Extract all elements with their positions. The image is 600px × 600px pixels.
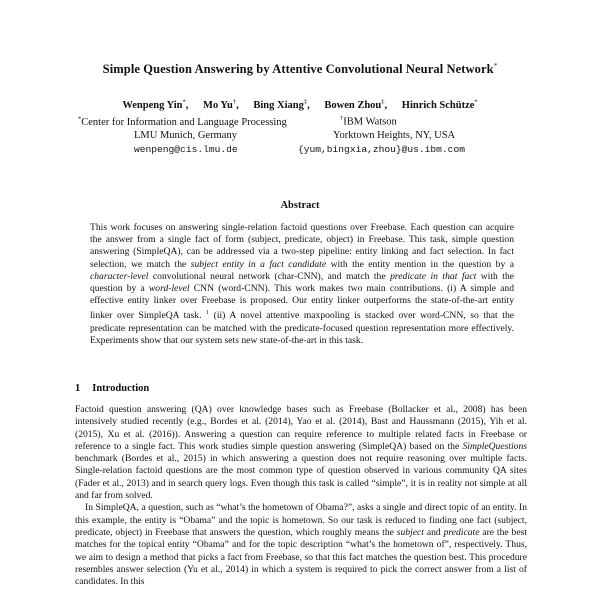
author-mark: ‡ (303, 98, 308, 105)
section-heading (75, 383, 149, 394)
paragraph (75, 404, 527, 502)
abstract-run: This work focuses on answering single-relation factoid questions over Freebase. Each question can acquire the answer from a single fact of form (subject, predicate, object) in Freebase. This task, simple question answering (SimpleQA), can be addressed via a two-step pipeline: entity linking and fact selection. In fact selection, we match the (90, 222, 514, 270)
affiliation-line (78, 117, 287, 128)
abstract-heading: Abstract (280, 200, 320, 211)
affiliation-ibm (298, 112, 538, 156)
text-emphasis: SimpleQuestions (462, 440, 527, 452)
affiliation-name: Center for Information and Language Processing (81, 116, 287, 128)
text-emphasis: subject (396, 526, 424, 538)
author-list (0, 98, 600, 111)
affiliation-email: wenpeng@cis.lmu.de (134, 143, 238, 155)
affiliation-email: {yum,bingxia,zhou}@us.ibm.com (298, 143, 465, 155)
author-name: Hinrich Schütze (401, 99, 475, 111)
abstract-text (90, 222, 514, 347)
author-mark: † (232, 98, 237, 105)
paper-title (0, 62, 600, 77)
abstract-run: with the question by a (90, 270, 515, 295)
section-title: Introduction (92, 383, 150, 394)
paper-title-text: Simple Question Answering by Attentive Convolutional Neural Network (102, 62, 494, 77)
author-name: Bing Xiang (253, 99, 304, 111)
author: Bing Xiang‡, (253, 98, 310, 111)
affiliation-location: Yorktown Heights, NY, USA (333, 130, 456, 141)
abstract-run: with the entity mention in the question by a (326, 258, 514, 270)
text-run: Factoid question answering (QA) over knowledge bases such as Freebase (Bollacker et al., 2008) has been intensively studied recently (e.g., Bordes et al. (2014), Yao et al. (2014), Bast and Haussmann (2015), Yih et al. (2015), Xu et al. (2016)). Answering a question can require reference to multiple related facts in Freebase or reference to a single fact. This work studies simple question answering (SimpleQA) based on the (75, 404, 527, 452)
abstract-emphasis: subject entity in a fact candidate (190, 258, 327, 270)
affiliation-line (298, 112, 538, 129)
author-name: Wenpeng Yin (122, 99, 183, 111)
abstract-run: (ii) A novel attentive maxpooling is stacked over word-CNN, so that the predicate representation can be matched with the predicate-focused question representation more effectively. Experiments show that our system sets new state-of-the-art in this task. (90, 310, 515, 347)
text-run: benchmark (Bordes et al., 2015) in which answering a question does not require reasoning over multiple facts. Single-relation factoid questions are the most common type of question observed in various community QA sites (Fader et al., 2013) and in search query logs. Even though this task is called “simple”, it is in reality not simple at all and far from solved. (75, 453, 527, 502)
abstract-emphasis: word-level (148, 283, 190, 295)
author-name: Mo Yu (203, 99, 233, 111)
affiliation-mark: † (340, 115, 344, 122)
author: Bowen Zhou‡, (324, 98, 388, 111)
author-mark: * (474, 98, 478, 105)
author: Mo Yu†, (203, 98, 239, 111)
affiliation-mark: * (78, 115, 82, 122)
author (402, 100, 478, 111)
affiliation-name: IBM Watson (343, 116, 397, 128)
text-run: In SimpleQA, a question, such as “what’s the hometown of Obama?”, asks a single and direct topic of an entity. In this example, the entity is “Obama” and the topic is hometown. So our task is reduced to finding one fact (subject, predicate, object) in Freebase that answers the question, which roughly means the (75, 502, 527, 538)
footnote-ref: 1 (206, 310, 210, 317)
paragraph (75, 502, 527, 588)
abstract-run: CNN (word-CNN). This work makes two main contributions. (i) A simple and effective entity linker over Freebase is proposed. Our entity linker outperforms the state-of-the-art entity linker over SimpleQA task. (90, 283, 515, 322)
title-footnote-mark: * (493, 62, 498, 70)
text-run: and (423, 526, 444, 538)
text-emphasis: predicate (443, 526, 480, 538)
author: Wenpeng Yin*, (122, 98, 189, 111)
abstract-run: convolutional neural network (char-CNN), and match the (148, 270, 391, 282)
text-run: are the best matches for the topical entity “Obama” and for the topic description “what’s the hometown of”, respectively. Thus, we aim to design a method that picks a fact from Freebase, so that this fact matches the question best. This procedure resembles answer selection (Yu et al., 2014) in which a system is required to pick the correct answer from a list of candidates. In this (75, 526, 527, 588)
author-name: Bowen Zhou (324, 99, 382, 111)
section-body (75, 404, 527, 588)
author-mark: ‡ (381, 98, 385, 105)
affiliation-location: LMU Munich, Germany (134, 130, 237, 141)
abstract-emphasis: character-level (90, 270, 149, 282)
author-mark: * (182, 98, 186, 105)
abstract-emphasis: predicate in that fact (390, 270, 477, 282)
section-number: 1 (75, 383, 81, 394)
